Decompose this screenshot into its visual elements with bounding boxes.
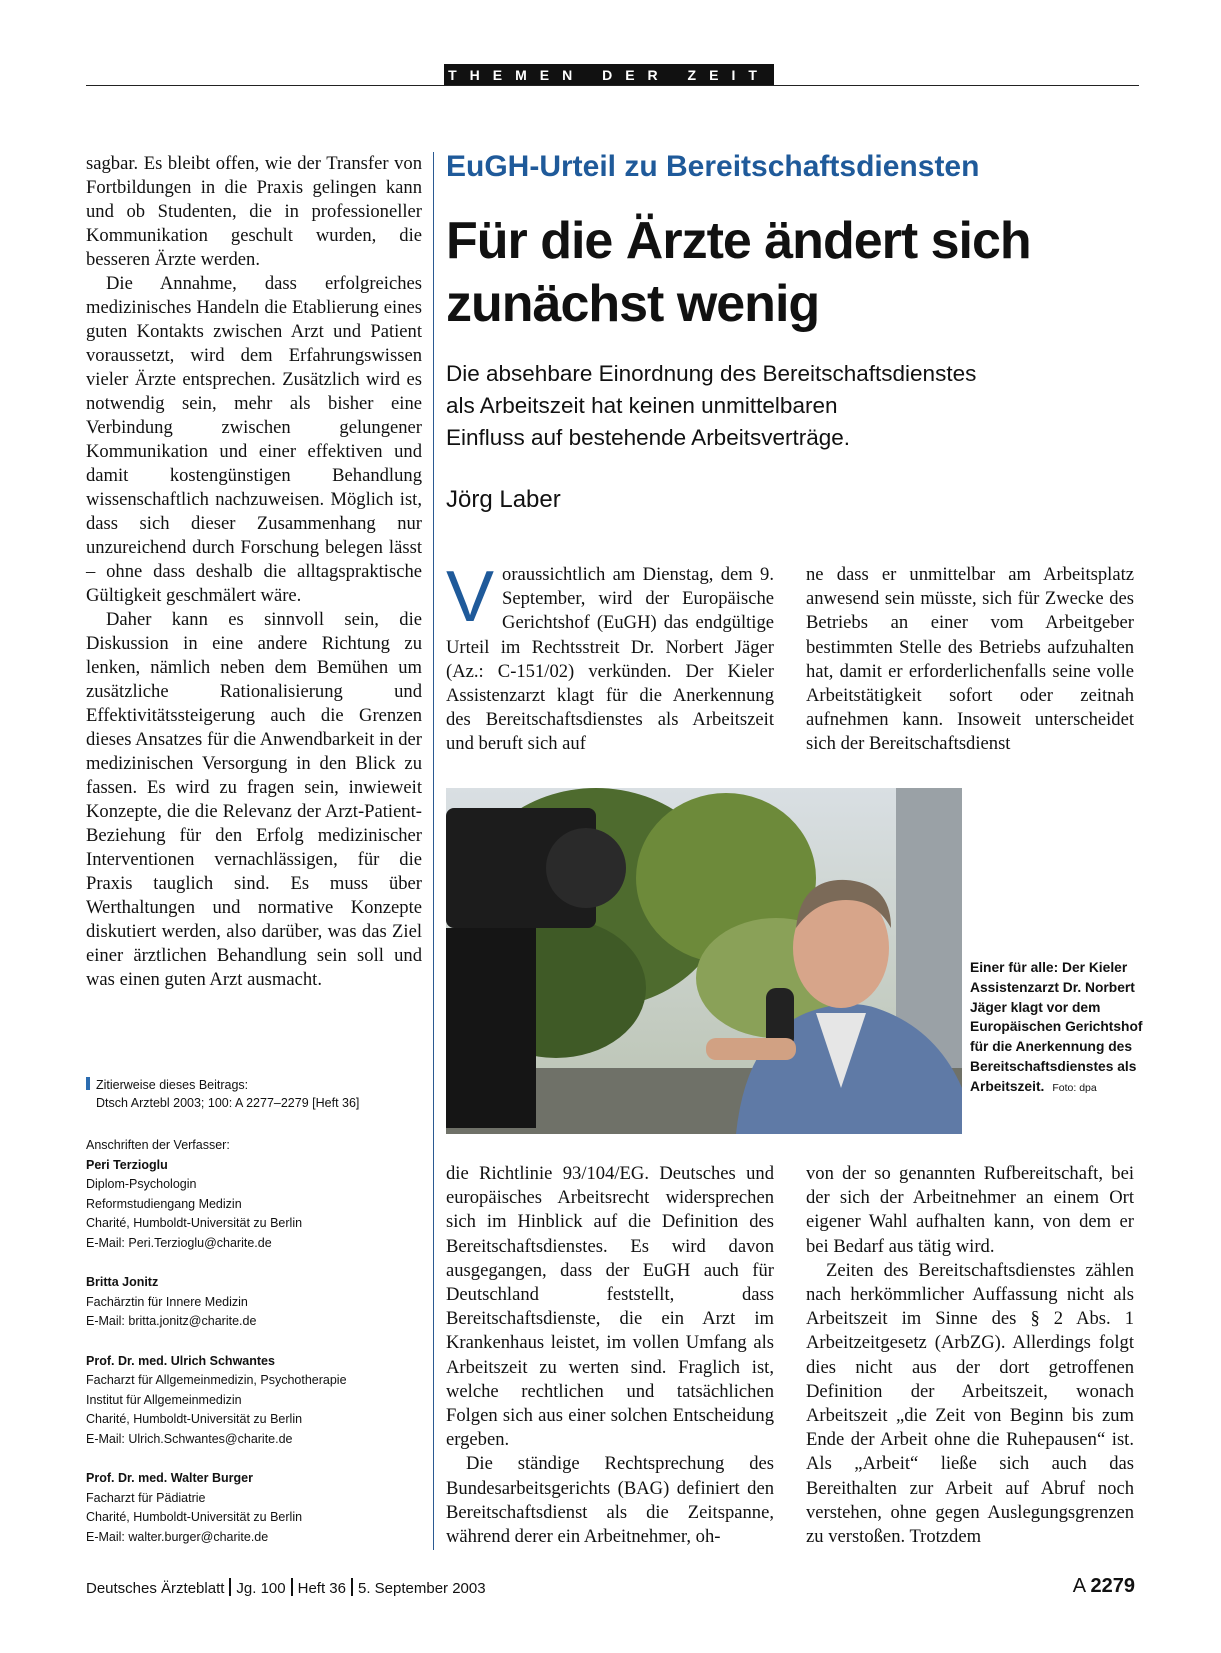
body-column-2 — [806, 563, 1134, 757]
headline-line: Für die Ärzte ändert sich — [446, 212, 1031, 270]
author-name: Peri Terzioglu — [86, 1157, 168, 1172]
issue-date: 5. September 2003 — [358, 1580, 486, 1597]
author-email: E-Mail: Peri.Terzioglu@charite.de — [86, 1235, 272, 1250]
author-line: Diplom-Psychologin — [86, 1177, 197, 1191]
headline-line: zunächst wenig — [446, 275, 820, 333]
author-addresses — [86, 1136, 422, 1567]
journal-name: Deutsches Ärzteblatt — [86, 1580, 225, 1597]
article-photo — [446, 788, 962, 1134]
column-divider — [433, 152, 434, 1550]
deck-line: als Arbeitszeit hat keinen unmittelbaren — [446, 393, 838, 418]
author-name: Prof. Dr. med. Walter Burger — [86, 1471, 253, 1485]
header-rule — [86, 85, 1139, 86]
body-column-4 — [806, 1162, 1134, 1549]
author-block — [86, 1469, 422, 1547]
citation-box — [86, 1076, 422, 1112]
journal-volume: Jg. 100 — [236, 1580, 286, 1597]
citation-marker — [86, 1077, 90, 1090]
article-byline: Jörg Laber — [446, 486, 561, 513]
author-block — [86, 1273, 422, 1332]
photo-caption — [970, 958, 1146, 1099]
author-line: Facharzt für Pädiatrie — [86, 1490, 206, 1505]
author-email: E-Mail: Ulrich.Schwantes@charite.de — [86, 1431, 293, 1446]
page-number-value: 2279 — [1090, 1575, 1135, 1597]
page-number — [1073, 1574, 1135, 1598]
author-line: Charité, Humboldt-Universität zu Berlin — [86, 1510, 303, 1524]
author-name: Prof. Dr. med. Ulrich Schwantes — [86, 1353, 275, 1368]
author-email: E-Mail: britta.jonitz@charite.de — [86, 1314, 257, 1328]
article-headline — [446, 210, 1146, 336]
article-kicker: EuGH-Urteil zu Bereitschaftsdiensten — [446, 150, 980, 183]
citation-reference: Dtsch Arztebl 2003; 100: A 2277–2279 [Heft 36] — [96, 1096, 360, 1110]
left-paragraph: sagbar. Es bleibt offen, wie der Transfer von Fortbildungen in die Praxis gelingen kann und ob Studenten, die in professioneller Kommunikation geschult wurden, die besseren Ärzte werden. — [86, 153, 422, 270]
page-footer — [86, 1578, 486, 1599]
author-line: Institut für Allgemeinmedizin — [86, 1392, 242, 1407]
left-paragraph: Daher kann es sinnvoll sein, die Diskussion in eine andere Richtung zu lenken, nämlich neben dem Bemühen um zusätzliche Rationalisierung und Effektivitätssteigerung auch die Grenzen dieses Ansatzes für die Anwendbarkeit in der medizinischen Versorgung in den Blick zu fassen. Es wird zu fragen sein, inwieweit Konzepte, die die Relevanz der Arzt-Patient-Beziehung für den Erfolg medizinischer Interventionen vernachlässigen, für die Praxis tauglich sind. Es muss über Werthaltungen und normative Konzepte diskutiert werden, also darüber, was das Ziel einer ärztlichen Behandlung sein soll und was einen guten Arzt ausmacht. — [86, 609, 422, 990]
body-column-3 — [446, 1162, 774, 1549]
left-column-text — [86, 152, 422, 992]
footer-separator — [351, 1578, 353, 1596]
author-line: Charité, Humboldt-Universität zu Berlin — [86, 1216, 303, 1230]
author-name: Britta Jonitz — [86, 1275, 159, 1289]
author-line: Facharzt für Allgemeinmedizin, Psychotherapie — [86, 1373, 347, 1387]
deck-line: Die absehbare Einordnung des Bereitschaftsdienstes — [446, 361, 977, 386]
footer-separator — [291, 1578, 293, 1596]
deck-line: Einfluss auf bestehende Arbeitsverträge. — [446, 425, 851, 450]
body-column-1 — [446, 557, 774, 757]
body-paragraph: Die ständige Rechtsprechung des Bundesarbeitsgerichts (BAG) definiert den Bereitschaftsdienst als die Zeitspanne, während derer ein Arbeitnehmer, oh- — [446, 1453, 774, 1548]
journal-issue: Heft 36 — [297, 1580, 346, 1597]
body-text: oraussichtlich am Dienstag, dem 9. September, wird der Europäische Gerichtshof (EuGH) das endgültige Urteil im Rechtsstreit Dr. Norbert Jäger (Az.: C-151/02) verkünden. Der Kieler Assistenzarzt klagt für die Anerkennung des Bereitschaftsdienstes als Arbeitszeit und beruft sich auf — [446, 564, 774, 755]
addresses-heading: Anschriften der Verfasser: — [86, 1138, 230, 1152]
author-line: Charité, Humboldt-Universität zu Berlin — [86, 1412, 303, 1426]
photo-credit: Foto: dpa — [1052, 1081, 1097, 1094]
author-line: Fachärztin für Innere Medizin — [86, 1294, 248, 1309]
author-block — [86, 1352, 422, 1450]
left-paragraph: Die Annahme, dass erfolgreiches medizinisches Handeln die Etablierung eines guten Kontakts zwischen Arzt und Patient voraussetzt, wird dem Erfahrungswissen vieler Ärzte entsprechen. Zusätzlich wird es notwendig sein, mehr als bisher eine Verbindung zwischen gelungener Kommunikation und einer effektiven und damit kostengünstigen Behandlung wissenschaftlich nachzuweisen. Möglich ist, dass sich dieser Zusammenhang nur unzureichend durch Forschung belegen lässt – ohne dass deshalb die alltagspraktische Gültigkeit geschmälert wäre. — [86, 273, 422, 606]
author-line: Reformstudiengang Medizin — [86, 1196, 242, 1211]
body-paragraph: die Richtlinie 93/104/EG. Deutsches und europäisches Arbeitsrecht widersprechen sich im Hinblick auf die Definition des Bereitschaftsdienstes. Es wird davon ausgegangen, dass der EuGH auch für Deutschland feststellt, dass Bereitschaftsdienste, die ein Arzt im Krankenhaus leistet, im vollen Umfang als Arbeitszeit zu werten sind. Fraglich ist, welche rechtlichen und tatsächlichen Folgen sich aus einer solchen Entscheidung ergeben. — [446, 1163, 774, 1451]
author-email: E-Mail: walter.burger@charite.de — [86, 1529, 269, 1544]
page-prefix: A — [1072, 1575, 1085, 1597]
section-tag: THEMEN DER ZEIT — [444, 64, 774, 86]
drop-cap: V — [446, 557, 495, 637]
article-deck — [446, 358, 1086, 454]
caption-text: Einer für alle: Der Kieler Assistenzarzt Dr. Norbert Jäger klagt vor dem Europäischen Gerichtshof für die Anerkennung des Bereitschaftsdienstes als Arbeitszeit. — [970, 960, 1143, 1094]
body-paragraph: Zeiten des Bereitschaftsdienstes zählen nach herkömmlicher Auffassung nicht als Arbeitszeit im Sinne des § 2 Abs. 1 Arbeitzeitgesetz (ArbZG). Allerdings folgt dies nicht aus der dort getroffenen Definition der Arbeitszeit, wonach Arbeitszeit „die Zeit von Beginn bis zum Ende der Arbeit ohne die Ruhepausen“ ist. Als „Arbeit“ ließe sich auch das Bereithalten zur Arbeit auf Abruf noch verstehen, ohne gegen Auslegungsgrenzen zu verstoßen. Trotzdem — [806, 1259, 1134, 1548]
body-text: ne dass er unmittelbar am Arbeitsplatz anwesend sein müsste, sich für Zwecke des Betriebs an einer vom Arbeitgeber bestimmten Stelle des Betriebs aufzuhalten hat, damit er erforderlichenfalls seine volle Arbeitstätigkeit sofort oder zeitnah aufnehmen kann. Insoweit unterscheidet sich der Bereitschaftsdienst — [806, 564, 1134, 755]
body-paragraph: von der so genannten Rufbereitschaft, bei der sich der Arbeitnehmer an einem Ort eigener Wahl aufhalten kann, von dem er bei Bedarf aus tätig wird. — [806, 1163, 1134, 1257]
footer-separator — [229, 1578, 231, 1596]
author-block — [86, 1156, 422, 1254]
citation-label: Zitierweise dieses Beitrags: — [96, 1078, 249, 1092]
